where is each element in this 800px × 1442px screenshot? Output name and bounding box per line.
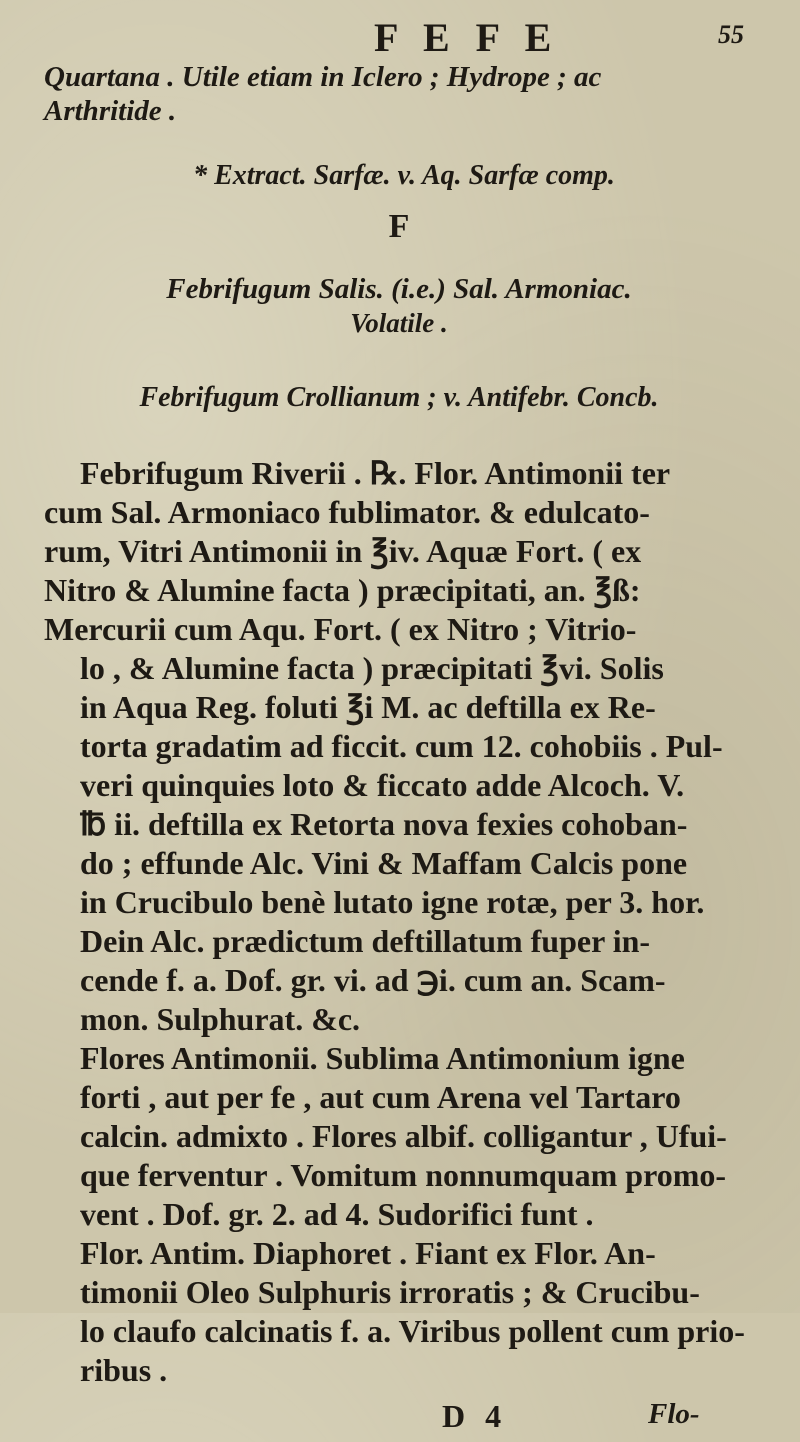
febrifugum-crollianum-entry: Febrifugum Crollianum ; v. Antifebr. Concb. xyxy=(139,382,659,413)
paragraph-line: Mercurii cum Aqu. Fort. ( ex Nitro ; Vitrio- xyxy=(44,611,637,647)
paragraph-line: torta gradatim ad ficcit. cum 12. cohobiis . Pul- xyxy=(80,728,723,764)
paragraph-line: lo claufo calcinatis f. a. Viribus pollent cum prio- xyxy=(80,1313,745,1349)
entry-line: Volatile . xyxy=(350,308,448,338)
text-line: Quartana . Utile etiam in Iclero ; Hydrope ; ac xyxy=(44,61,602,93)
febrifugum-salis-entry xyxy=(44,272,754,340)
flores-paragraph xyxy=(44,1039,754,1234)
paragraph-line: lo , & Alumine facta ) præcipitati ℥vi. Solis xyxy=(80,650,664,686)
paragraph-line: Dein Alc. prædictum deftillatum fuper in- xyxy=(80,923,651,959)
running-head-title: F E F E xyxy=(374,15,560,60)
paragraph-line: Flores Antimonii. Sublima Antimonium igne xyxy=(80,1040,685,1076)
flor-antim-paragraph xyxy=(44,1234,754,1390)
paragraph-line: mon. Sulphurat. &c. xyxy=(80,1001,361,1037)
running-head xyxy=(44,15,754,60)
riverii-paragraph xyxy=(44,454,754,1039)
page-footer xyxy=(44,1398,754,1442)
paragraph-line: veri quinquies loto & ficcato adde Alcoch. V. xyxy=(80,767,685,803)
page-number: 55 xyxy=(718,20,744,49)
paragraph-line: in Crucibulo benè lutato igne rotæ, per 3. hor. xyxy=(80,884,705,920)
paragraph-line: in Aqua Reg. foluti ℥i M. ac deftilla ex Re- xyxy=(80,689,656,725)
paragraph-line: rum, Vitri Antimonii in ℥iv. Aquæ Fort. ( ex xyxy=(44,533,642,569)
top-lines xyxy=(44,60,754,128)
signature-mark: D 4 xyxy=(442,1398,508,1434)
paragraph-line: cum Sal. Armoniaco fublimator. & edulcato- xyxy=(44,494,650,530)
paragraph-line: que ferventur . Vomitum nonnumquam promo- xyxy=(80,1157,727,1193)
paragraph-line: forti , aut per fe , aut cum Arena vel Tartaro xyxy=(80,1079,681,1115)
extract-entry: * Extract. Sarfæ. v. Aq. Sarfæ comp. xyxy=(193,160,615,191)
text-line: Arthritide . xyxy=(44,95,177,127)
paragraph-line: Febrifugum Riverii . ℞. Flor. Antimonii ter xyxy=(80,455,671,491)
paragraph-line: do ; effunde Alc. Vini & Maffam Calcis pone xyxy=(80,845,688,881)
paragraph-line: calcin. admixto . Flores albif. colligantur , Ufui- xyxy=(80,1118,727,1154)
paragraph-line: ribus . xyxy=(80,1352,168,1388)
section-letter: F xyxy=(388,208,410,245)
paragraph-line: Flor. Antim. Diaphoret . Fiant ex Flor. An- xyxy=(80,1235,656,1271)
paragraph-line: timonii Oleo Sulphuris irroratis ; & Crucibu- xyxy=(80,1274,700,1310)
paragraph-line: cende f. a. Dof. gr. vi. ad ℈i. cum an. Scam- xyxy=(80,962,666,998)
paragraph-line: Nitro & Alumine facta ) præcipitati, an. ℥ß: xyxy=(44,572,641,608)
paragraph-line: vent . Dof. gr. 2. ad 4. Sudorifici funt . xyxy=(80,1196,594,1232)
catchword: Flo- xyxy=(648,1398,700,1430)
paragraph-line: ℔ ii. deftilla ex Retorta nova fexies cohoban- xyxy=(80,806,688,842)
entry-line: Febrifugum Salis. (i.e.) Sal. Armoniac. xyxy=(166,273,632,305)
